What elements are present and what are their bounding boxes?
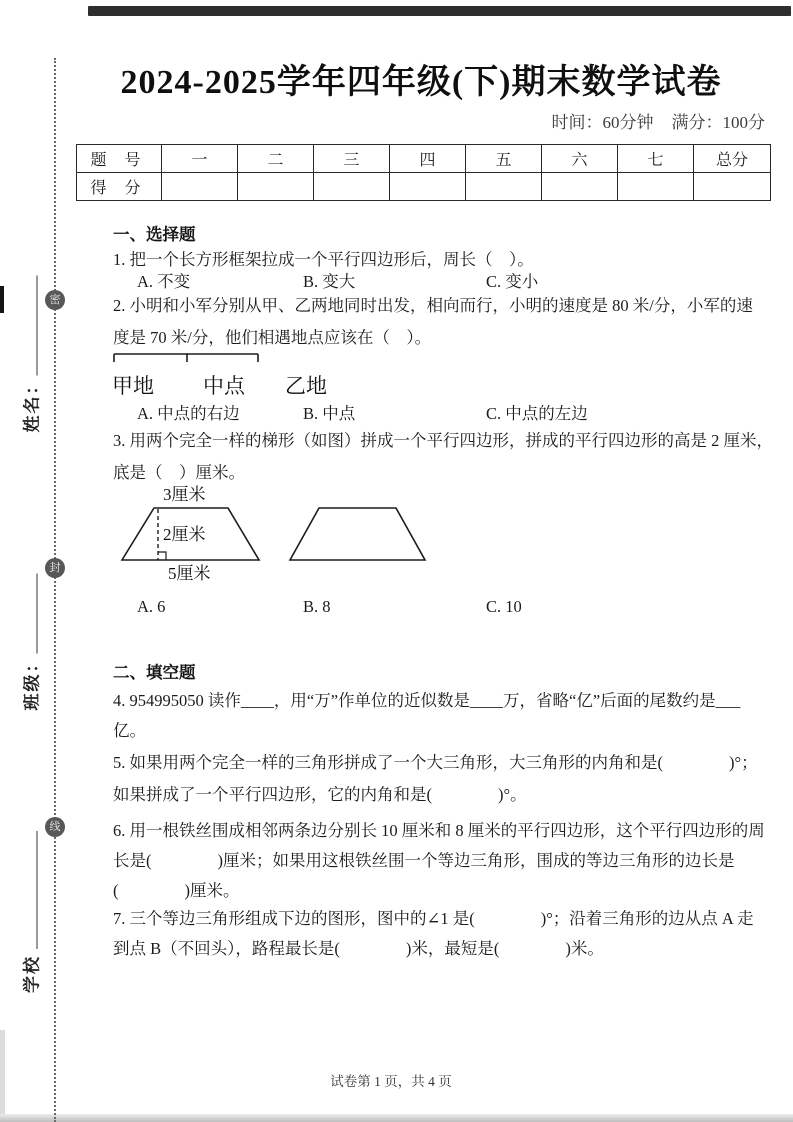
q3-option-c: C. 10 xyxy=(486,597,522,616)
score-cell xyxy=(390,173,466,201)
page-title: 2024-2025学年四年级(下)期末数学试卷 xyxy=(120,64,722,101)
q2-label-place-b: 乙地 xyxy=(285,374,327,398)
trapezoid-top-label: 3厘米 xyxy=(163,485,206,504)
full-score: 满分：100分 xyxy=(671,113,765,132)
exam-meta xyxy=(76,108,765,133)
q2-option-b: B. 中点 xyxy=(303,404,356,423)
question-3-text-line2: 底是（ ）厘米。 xyxy=(113,463,245,482)
header-cell-3: 三 xyxy=(314,145,390,173)
scan-bottom-shadow xyxy=(0,1114,793,1122)
page-footer: 试卷第 1 页，共 4 页 xyxy=(330,1074,452,1089)
question-6-text-line2: 长是( )厘米；如果用这根铁丝围一个等边三角形，围成的等边三角形的边长是 xyxy=(113,851,735,870)
header-cell-6: 六 xyxy=(542,145,618,173)
question-7-text-line1: 7. 三个等边三角形组成下边的图形，图中的∠1 是( )°；沿着三角形的边从点 A 走 xyxy=(113,909,754,928)
q2-label-midpoint: 中点 xyxy=(203,374,245,398)
score-cell xyxy=(162,173,238,201)
score-table-score-row xyxy=(77,173,771,201)
seal-dotted-line xyxy=(54,58,56,1122)
section-choice-heading: 一、选择题 xyxy=(113,225,196,244)
question-2-text-line2: 度是 70 米/分，他们相遇地点应该在（ ）。 xyxy=(113,328,432,347)
scan-top-edge-bar xyxy=(88,6,791,16)
question-3-text-line1: 3. 用两个完全一样的梯形（如图）拼成一个平行四边形，拼成的平行四边形的高是 2 厘米， xyxy=(113,431,773,450)
header-cell-7: 七 xyxy=(618,145,694,173)
score-cell xyxy=(542,173,618,201)
score-cell xyxy=(694,173,771,201)
q2-diagram-labels xyxy=(0,370,793,396)
question-3-options xyxy=(0,597,793,619)
header-cell-tihao: 题 号 xyxy=(77,145,162,173)
q2-distance-bracket xyxy=(113,352,263,366)
score-table-header-row xyxy=(77,145,771,173)
q3-option-b: B. 8 xyxy=(303,597,331,616)
seal-char-feng: 封 xyxy=(45,558,65,578)
score-cell xyxy=(466,173,542,201)
q3-trapezoid-figure xyxy=(115,479,435,585)
name-label: 姓名： xyxy=(22,375,42,433)
school-label: 学校 xyxy=(22,955,42,993)
question-2-text-line1: 2. 小明和小军分别从甲、乙两地同时出发，相向而行，小明的速度是 80 米/分，小军的速 xyxy=(113,296,753,315)
time-limit: 时间：60分钟 xyxy=(551,113,654,132)
section-fill-heading: 二、填空题 xyxy=(113,663,196,682)
question-6-text-line3: ( )厘米。 xyxy=(113,881,240,900)
scan-left-edge-mark xyxy=(0,286,4,313)
scan-left-shadow xyxy=(0,1030,5,1122)
q1-option-b: B. 变大 xyxy=(303,272,356,291)
trapezoid-bottom-label: 5厘米 xyxy=(168,564,211,583)
question-4-text-line2: 亿。 xyxy=(113,721,146,740)
class-label: 班级： xyxy=(22,653,42,711)
question-2-options xyxy=(0,400,793,422)
q1-option-a: A. 不变 xyxy=(137,272,191,291)
school-blank-line xyxy=(23,831,38,949)
q2-option-c: C. 中点的左边 xyxy=(486,404,588,423)
question-5-text-line2: 如果拼成了一个平行四边形，它的内角和是( )°。 xyxy=(113,785,527,804)
question-5-text-line1: 5. 如果用两个完全一样的三角形拼成了一个大三角形，大三角形的内角和是( )°； xyxy=(113,753,758,772)
question-6-text-line1: 6. 用一根铁丝围成相邻两条边分别长 10 厘米和 8 厘米的平行四边形，这个平行四边形的周 xyxy=(113,821,765,840)
seal-char-xian: 线 xyxy=(45,817,65,837)
trapezoid-height-label: 2厘米 xyxy=(163,525,206,544)
q2-label-place-a: 甲地 xyxy=(112,374,154,398)
q2-option-a: A. 中点的右边 xyxy=(137,404,240,423)
question-1-options xyxy=(0,268,793,290)
header-cell-4: 四 xyxy=(390,145,466,173)
score-row-label: 得 分 xyxy=(77,173,162,201)
header-cell-1: 一 xyxy=(162,145,238,173)
score-cell xyxy=(314,173,390,201)
header-cell-5: 五 xyxy=(466,145,542,173)
header-cell-2: 二 xyxy=(238,145,314,173)
score-cell xyxy=(238,173,314,201)
name-blank-line xyxy=(23,276,38,376)
q3-option-a: A. 6 xyxy=(137,597,166,616)
header-cell-total: 总分 xyxy=(694,145,771,173)
question-1-text: 1. 把一个长方形框架拉成一个平行四边形后，周长（ ）。 xyxy=(113,250,534,269)
question-7-text-line2: 到点 B（不回头），路程最长是( )米，最短是( )米。 xyxy=(113,939,604,958)
score-cell xyxy=(618,173,694,201)
q1-option-c: C. 变小 xyxy=(486,272,539,291)
question-4-text-line1: 4. 954995050 读作____，用“万”作单位的近似数是____万，省略“亿”后面的尾数约是___ xyxy=(113,691,741,710)
seal-char-mi: 密 xyxy=(45,290,65,310)
class-field xyxy=(18,574,43,711)
score-table xyxy=(76,144,771,201)
school-field xyxy=(18,831,43,993)
